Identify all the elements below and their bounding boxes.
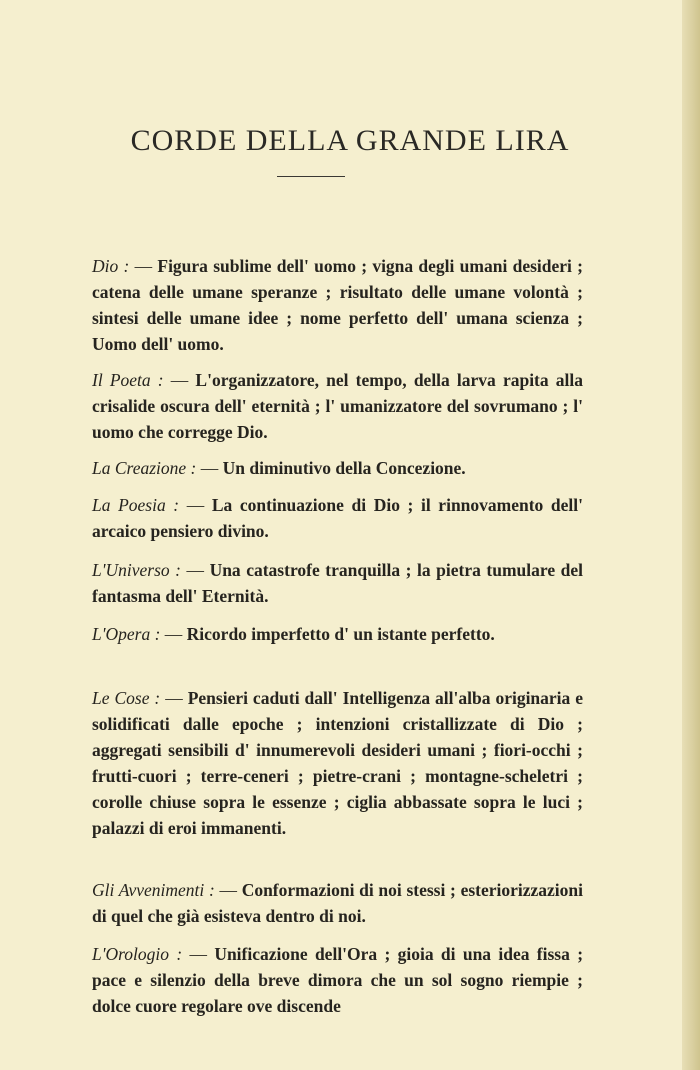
entry-term: La Creazione :	[92, 458, 197, 478]
entry-gli-avvenimenti	[92, 877, 583, 929]
entry-dash: —	[134, 256, 153, 276]
entry-dash: —	[219, 880, 237, 900]
entry-term: Le Cose :	[92, 688, 161, 708]
entry-term: L'Universo :	[92, 560, 181, 580]
entry-dash: —	[164, 624, 183, 644]
entry-text: Conformazioni di noi stessi ; esteriorizzazioni di quel che già esisteva dentro di noi.	[92, 880, 584, 926]
title-rule	[277, 176, 345, 177]
entry-text: L'organizzatore, nel tempo, della larva rapita alla crisalide oscura dell' eternità ; l' umanizzatore del sovrumano ; l' uomo che corregge Dio.	[92, 370, 584, 442]
entry-term: Dio :	[92, 256, 130, 276]
entry-dash: —	[186, 560, 205, 580]
entry-text: Figura sublime dell' uomo ; vigna degli umani desideri ; catena delle umane speranze ; risultato delle umane volontà ; sintesi delle umane idee ; nome perfetto dell' umana scienza ; Uomo dell' uomo.	[92, 256, 583, 354]
entry-la-poesia	[92, 492, 583, 544]
entry-text: Ricordo imperfetto d' un istante perfetto.	[186, 624, 495, 644]
entry-il-poeta	[92, 367, 583, 445]
entry-dash: —	[165, 688, 183, 708]
entry-term: Il Poeta :	[92, 370, 164, 390]
entry-le-cose	[92, 685, 583, 841]
entry-term: L'Opera :	[92, 624, 161, 644]
entry-term: La Poesia :	[92, 495, 180, 515]
entry-term: Gli Avvenimenti :	[92, 880, 215, 900]
entry-text: La continuazione di Dio ; il rinnovamento dell' arcaico pensiero divino.	[92, 495, 583, 541]
entry-dio	[92, 253, 583, 357]
entry-text: Una catastrofe tranquilla ; la pietra tumulare del fantasma dell' Eternità.	[92, 560, 583, 606]
entry-la-creazione	[92, 455, 583, 481]
page-edge	[682, 0, 700, 1070]
entry-dash: —	[189, 944, 207, 964]
entry-text: Pensieri caduti dall' Intelligenza all'alba originaria e solidificati dalle epoche ; intenzioni cristallizzate di Dio ; aggregati sensibili d' innumerevoli desideri umani ; fiori-occhi ; frutti-cuori ; terre-ceneri ; pietre-crani ; montagne-scheletri ; corolle chiuse sopra le essenze ; ciglia abbassate sopra le luci ; palazzi di eroi immanenti.	[92, 688, 584, 838]
entry-text: Unificazione dell'Ora ; gioia di una idea fissa ; pace e silenzio della breve dimora che un sol sogno riempie ; dolce cuore regolare ove discende	[92, 944, 584, 1016]
page-title: CORDE DELLA GRANDE LIRA	[130, 124, 570, 157]
entry-dash: —	[200, 458, 219, 478]
entry-text: Un diminutivo della Concezione.	[222, 458, 466, 478]
entry-dash: —	[186, 495, 205, 515]
entry-term: L'Orologio :	[92, 944, 183, 964]
entry-l-orologio	[92, 941, 583, 1019]
entry-l-universo	[92, 557, 583, 609]
entry-dash: —	[170, 370, 189, 390]
entry-l-opera	[92, 621, 583, 647]
